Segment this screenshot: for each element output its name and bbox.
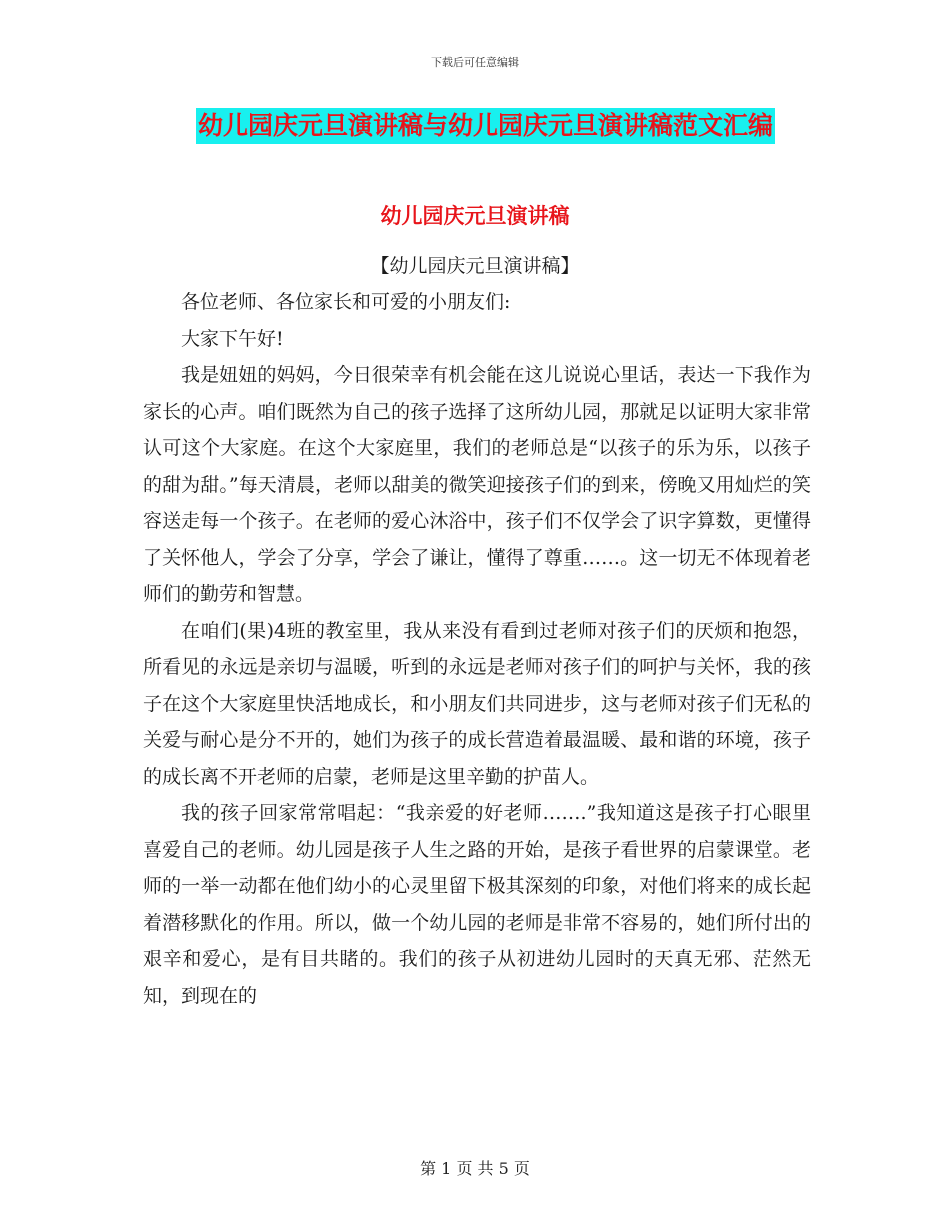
paragraph-3: 我的孩子回家常常唱起：“我亲爱的好老师…….”我知道这是孩子打心眼里喜爱自己的老师。幼儿园是孩子人生之路的开始，是孩子看世界的启蒙课堂。老师的一举一动都在他们幼小的心灵里留下极其深刻的印象，对他们将来的成长起着潜移默化的作用。所以，做一个幼儿园的老师是非常不容易的，她们所付出的艰辛和爱心，是有目共睹的。我们的孩子从初进幼儿园时的天真无邪、茫然无知，到现在的 xyxy=(143,802,811,1007)
speech-subtitle: 幼儿园庆元旦演讲稿 xyxy=(380,203,570,228)
header-note: 下载后可任意编辑 xyxy=(431,56,519,69)
paragraph-1: 我是妞妞的妈妈，今日很荣幸有机会能在这儿说说心里话，表达一下我作为家长的心声。咱们既然为自己的孩子选择了这所幼儿园，那就足以证明大家非常认可这个大家庭。在这个大家庭里，我们的老师总是“以孩子的乐为乐，以孩子的甜为甜。”每天清晨，老师以甜美的微笑迎接孩子们的到来，傍晚又用灿烂的笑容送走每一个孩子。在老师的爱心沐浴中，孩子们不仅学会了识字算数，更懂得了关怀他人，学会了分享，学会了谦让，懂得了尊重……。这一切无不体现着老师们的勤劳和智慧。 xyxy=(143,364,811,605)
section-tag: 【幼儿园庆元旦演讲稿】 xyxy=(370,255,580,277)
page-footer: 第 1 页 共 5 页 xyxy=(420,1159,530,1178)
paragraph-salutation: 大家下午好! xyxy=(181,327,284,350)
paragraph-greeting: 各位老师、各位家长和可爱的小朋友们: xyxy=(181,291,511,313)
document-title: 幼儿园庆元旦演讲稿与幼儿园庆元旦演讲稿范文汇编 xyxy=(196,108,775,144)
paragraph-2: 在咱们(果)4班的教室里，我从来没有看到过老师对孩子们的厌烦和抱怨，所看见的永远是亲切与温暖，听到的永远是老师对孩子们的呵护与关怀，我的孩子在这个大家庭里快活地成长，和小朋友们共同进步，这与老师对孩子们无私的关爱与耐心是分不开的，她们为孩子的成长营造着最温暖、最和谐的环境，孩子的成长离不开老师的启蒙，老师是这里辛勤的护苗人。 xyxy=(143,619,811,788)
speech-body xyxy=(143,284,811,1014)
